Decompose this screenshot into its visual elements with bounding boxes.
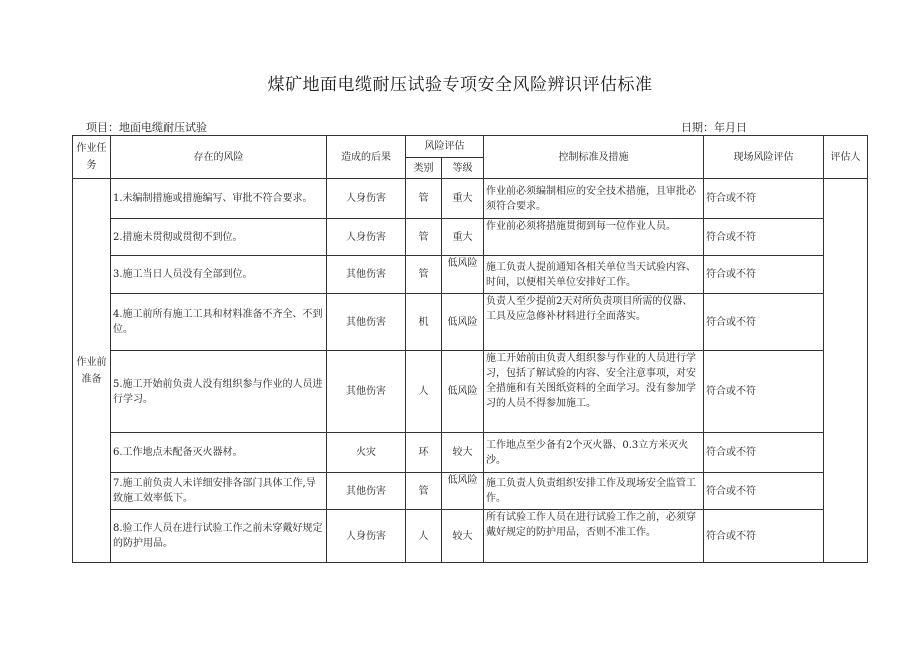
control-cell: 施工负责人负责组织安排工作及现场安全监管工作。 xyxy=(484,473,704,510)
level-cell: 低风险 xyxy=(442,256,484,294)
header-field-eval: 现场风险评估 xyxy=(704,136,824,179)
page-title: 煤矿地面电缆耐压试验专项安全风险辨识评估标准 xyxy=(267,75,653,95)
evaluator-cell xyxy=(824,179,868,563)
header-category: 类别 xyxy=(406,158,442,179)
consequence-cell: 人身伤害 xyxy=(327,219,406,256)
consequence-cell: 其他伤害 xyxy=(327,473,406,510)
consequence-cell: 人身伤害 xyxy=(327,510,406,563)
header-assessment: 风险评估 xyxy=(406,136,484,158)
level-cell: 较大 xyxy=(442,510,484,563)
field-eval-cell: 符合或不符 xyxy=(704,433,824,473)
header-evaluator: 评估人 xyxy=(824,136,868,179)
category-cell: 管 xyxy=(406,473,442,510)
header-consequence: 造成的后果 xyxy=(327,136,406,179)
level-cell: 低风险 xyxy=(442,351,484,433)
risk-cell: 3.施工当日人员没有全部到位。 xyxy=(111,256,327,294)
control-cell: 作业前必须编制相应的安全技术措施，且审批必须符合要求。 xyxy=(484,179,704,219)
category-cell: 管 xyxy=(406,179,442,219)
risk-cell: 8.验工作人员在进行试验工作之前未穿戴好规定的防护用品。 xyxy=(111,510,327,563)
field-eval-cell: 符合或不符 xyxy=(704,351,824,433)
risk-table xyxy=(72,135,868,563)
project-label: 项目：地面电缆耐压试验 xyxy=(86,121,207,134)
category-cell: 管 xyxy=(406,219,442,256)
control-cell: 施工负责人提前通知各相关单位当天试验内容、时间，以便相关单位安排好工作。 xyxy=(484,256,704,294)
header-task: 作业任务 xyxy=(73,136,111,179)
consequence-cell: 其他伤害 xyxy=(327,294,406,351)
consequence-cell: 人身伤害 xyxy=(327,179,406,219)
consequence-cell: 其他伤害 xyxy=(327,351,406,433)
risk-cell: 1.未编制措施或措施编写、审批不符合要求。 xyxy=(111,179,327,219)
category-cell: 人 xyxy=(406,510,442,563)
risk-cell: 4.施工前所有施工工具和材料准备不齐全、不到位。 xyxy=(111,294,327,351)
level-cell: 低风险 xyxy=(442,294,484,351)
control-cell: 作业前必须将措施贯彻到每一位作业人员。 xyxy=(484,219,704,256)
category-cell: 环 xyxy=(406,433,442,473)
field-eval-cell: 符合或不符 xyxy=(704,510,824,563)
field-eval-cell: 符合或不符 xyxy=(704,294,824,351)
date-label: 日期：年月日 xyxy=(681,121,747,134)
task-cell: 作业前准备 xyxy=(73,179,111,563)
field-eval-cell: 符合或不符 xyxy=(704,256,824,294)
field-eval-cell: 符合或不符 xyxy=(704,473,824,510)
control-cell: 所有试验工作人员在进行试验工作之前，必须穿戴好规定的防护用品，否则不准工作。 xyxy=(484,510,704,563)
field-eval-cell: 符合或不符 xyxy=(704,219,824,256)
risk-cell: 5.施工开始前负责人没有组织参与作业的人员进行学习。 xyxy=(111,351,327,433)
consequence-cell: 火灾 xyxy=(327,433,406,473)
header-control: 控制标准及措施 xyxy=(484,136,704,179)
header-level: 等级 xyxy=(442,158,484,179)
level-cell: 重大 xyxy=(442,219,484,256)
level-cell: 较大 xyxy=(442,433,484,473)
risk-cell: 2.措施未贯彻或贯彻不到位。 xyxy=(111,219,327,256)
control-cell: 施工开始前由负责人组织参与作业的人员进行学习，包括了解试验的内容、安全注意事项，对安全措施和有关图纸资料的全面学习。没有参加学习的人员不得参加施工。 xyxy=(484,351,704,433)
risk-cell: 6.工作地点未配备灭火器材。 xyxy=(111,433,327,473)
category-cell: 管 xyxy=(406,256,442,294)
header-risk: 存在的风险 xyxy=(111,136,327,179)
field-eval-cell: 符合或不符 xyxy=(704,179,824,219)
level-cell: 低风险 xyxy=(442,473,484,510)
level-cell: 重大 xyxy=(442,179,484,219)
consequence-cell: 其他伤害 xyxy=(327,256,406,294)
category-cell: 人 xyxy=(406,351,442,433)
category-cell: 机 xyxy=(406,294,442,351)
control-cell: 工作地点至少备有2个灭火器、0.3立方米灭火沙。 xyxy=(484,433,704,473)
risk-cell: 7.施工前负责人未详细安排各部门具体工作,导致施工效率低下。 xyxy=(111,473,327,510)
control-cell: 负责人至少提前2天对所负责项目所需的仪器、工具及应急修补材料进行全面落实。 xyxy=(484,294,704,351)
